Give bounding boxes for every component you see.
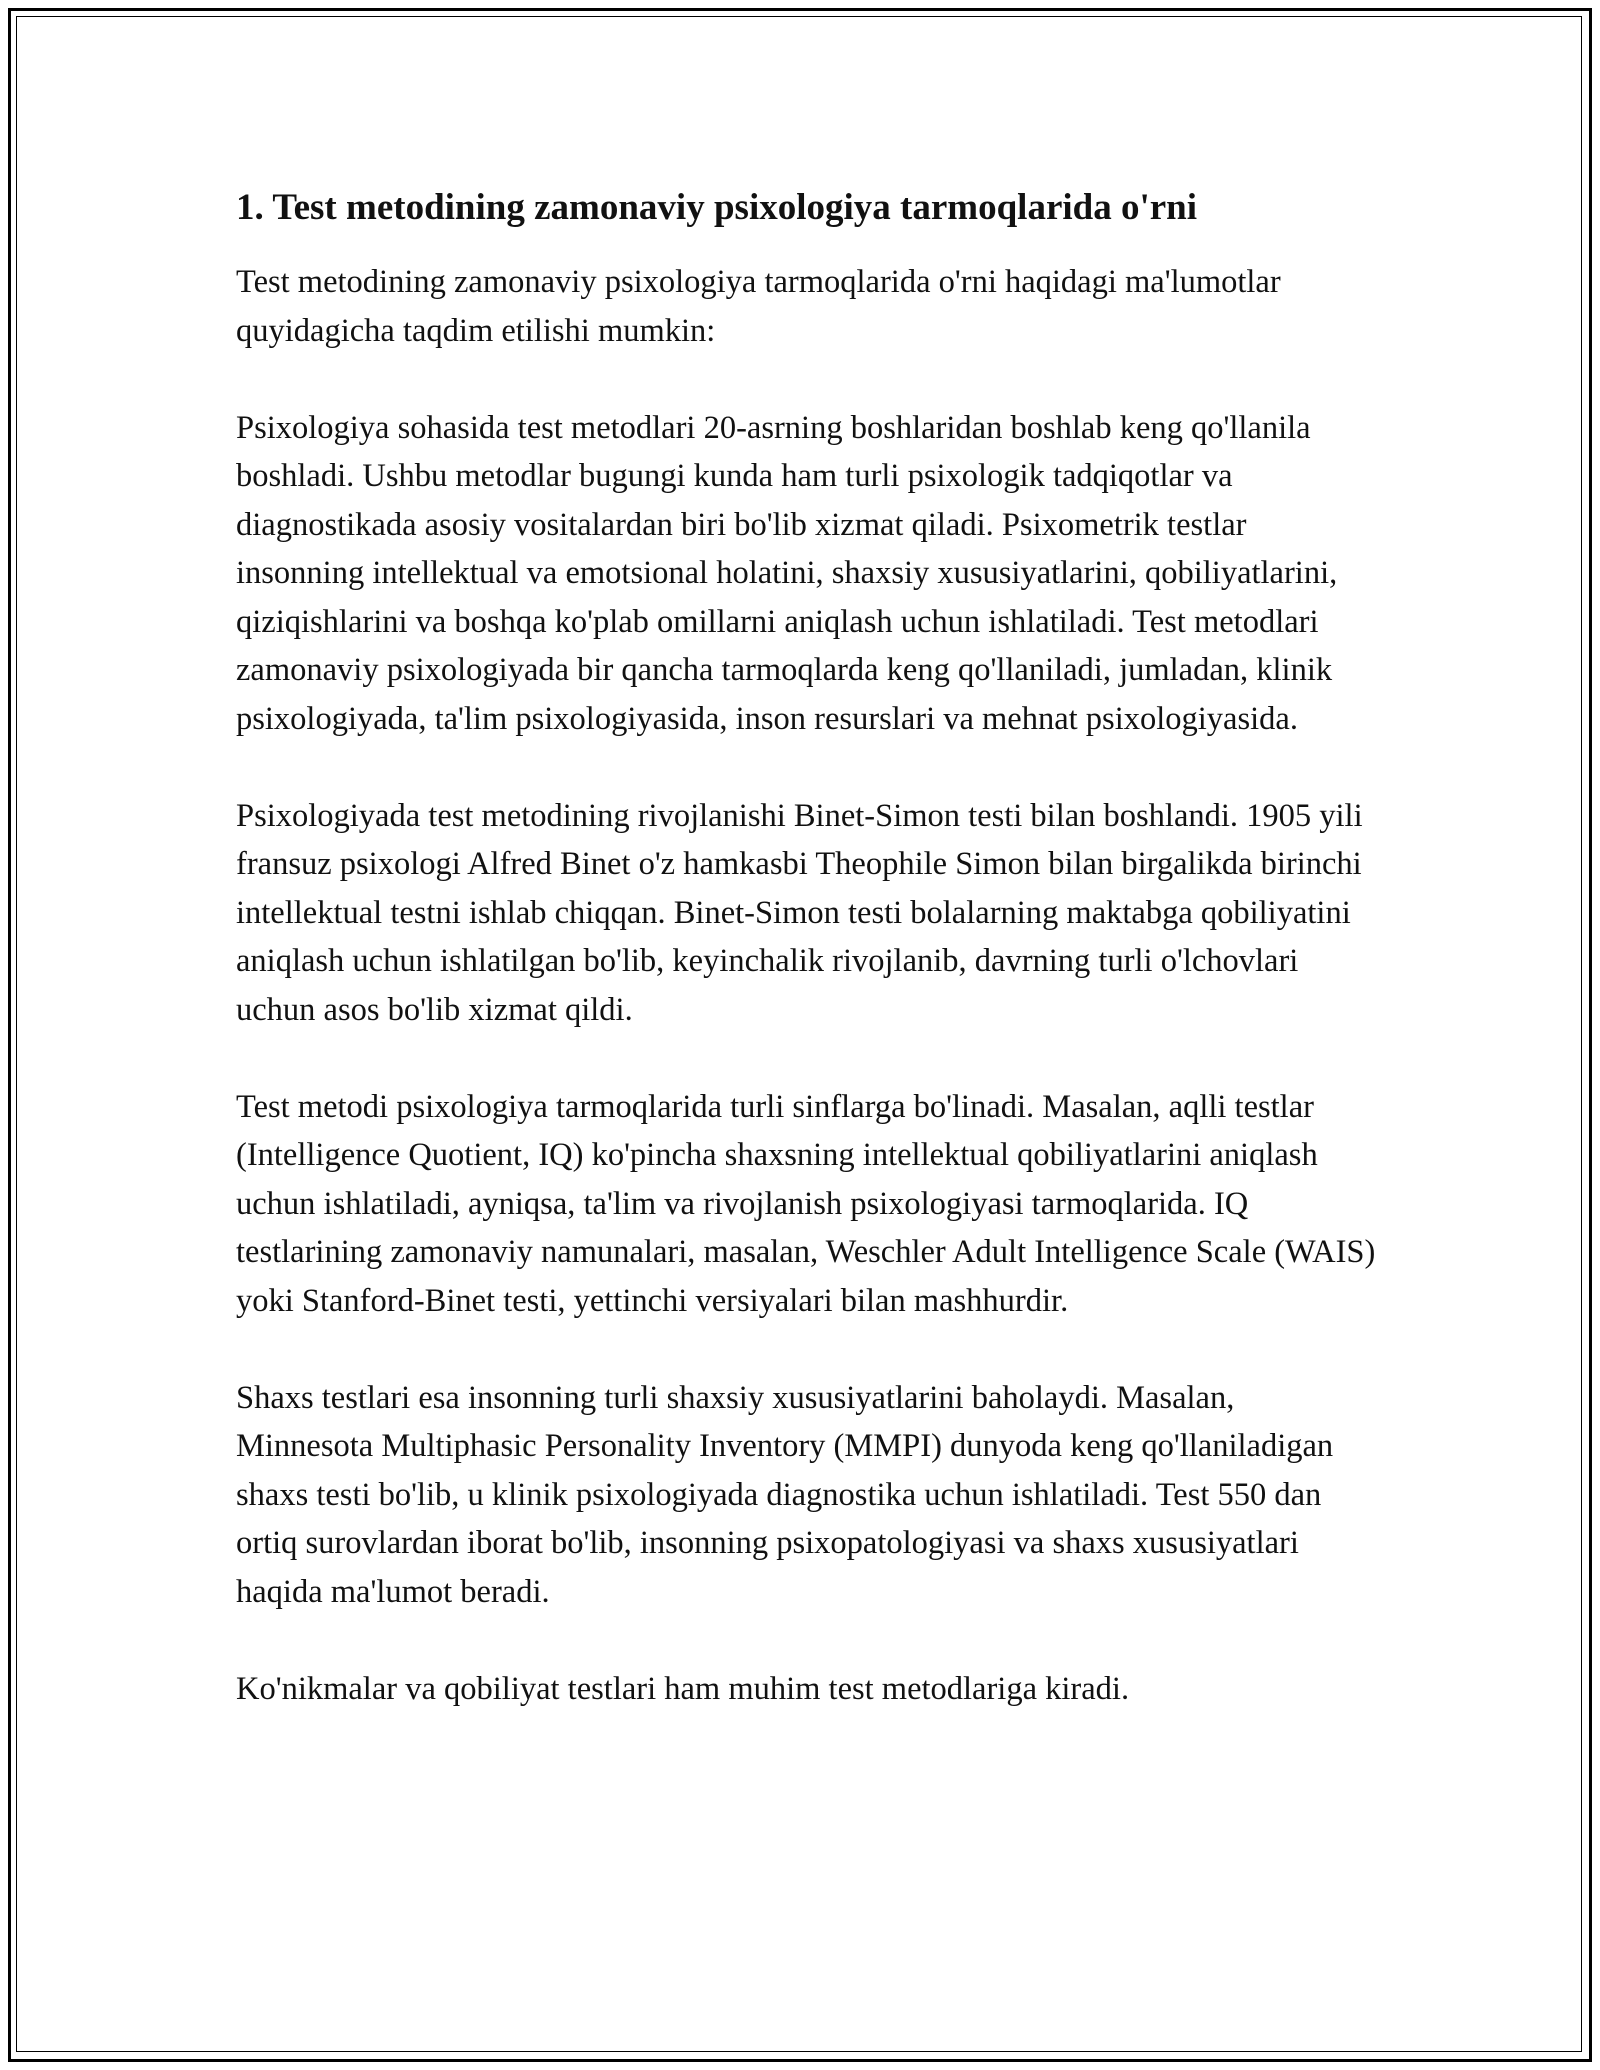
paragraph-intro: Test metodining zamonaviy psixologiya tarmoqlarida o'rni haqidagi ma'lumotlar quyidagicha taqdim etilishi mumkin: xyxy=(236,264,1281,349)
paragraph-skills-tests: Ko'nikmalar va qobiliyat testlari ham muhim test metodlariga kiradi. xyxy=(236,1670,1130,1707)
paragraph-test-methods-overview: Psixologiya sohasida test metodlari 20-asrning boshlaridan boshlab keng qo'llanila boshladi. Ushbu metodlar bugungi kunda ham turli psixologik tadqiqotlar va diagnostikada asosiy vositalardan biri bo'lib xizmat qiladi. Psixometrik testlar insonning intellektual va emotsional holatini, shaxsiy xususiyatlarini, qobiliyatlarini, qiziqishlarini va boshqa ko'plab omillarni aniqlash uchun ishlatiladi. Test metodlari zamonaviy psixologiyada bir qancha tarmoqlarda keng qo'llaniladi, jumladan, klinik psixologiyada, ta'lim psixologiyasida, inson resurslari va mehnat psixologiyasida. xyxy=(236,409,1338,737)
section-heading: 1. Test metodining zamonaviy psixologiya tarmoqlarida o'rni xyxy=(236,187,1198,228)
paragraph-personality-tests: Shaxs testlari esa insonning turli shaxsiy xususiyatlarini baholaydi. Masalan, Minnesota Multiphasic Personality Inventory (MMPI) dunyoda keng qo'llaniladigan shaxs testi bo'lib, u klinik psixologiyada diagnostika uchun ishlatiladi. Test 550 dan ortiq surovlardan iborat bo'lib, insonning psixopatologiyasi va shaxs xususiyatlari haqida ma'lumot beradi. xyxy=(236,1379,1334,1610)
paragraph-iq-tests: Test metodi psixologiya tarmoqlarida turli sinflarga bo'linadi. Masalan, aqlli testlar (Intelligence Quotient, IQ) ko'pincha shaxsning intellektual qobiliyatlarini aniqlash uchun ishlatiladi, ayniqsa, ta'lim va rivojlanish psixologiyasi tarmoqlarida. IQ testlarining zamonaviy namunalari, masalan, Weschler Adult Intelligence Scale (WAIS) yoki Stanford-Binet testi, yettinchi versiyalari bilan mashhurdir. xyxy=(236,1088,1376,1319)
document-page xyxy=(236,184,1376,1762)
paragraph-binet-simon: Psixologiyada test metodining rivojlanishi Binet-Simon testi bilan boshlandi. 1905 yili fransuz psixologi Alfred Binet o'z hamkasbi Theophile Simon bilan birgalikda birinchi intellektual testni ishlab chiqqan. Binet-Simon testi bolalarning maktabga qobiliyatini aniqlash uchun ishlatilgan bo'lib, keyinchalik rivojlanib, davrning turli o'lchovlari uchun asos bo'lib xizmat qildi. xyxy=(236,797,1363,1028)
